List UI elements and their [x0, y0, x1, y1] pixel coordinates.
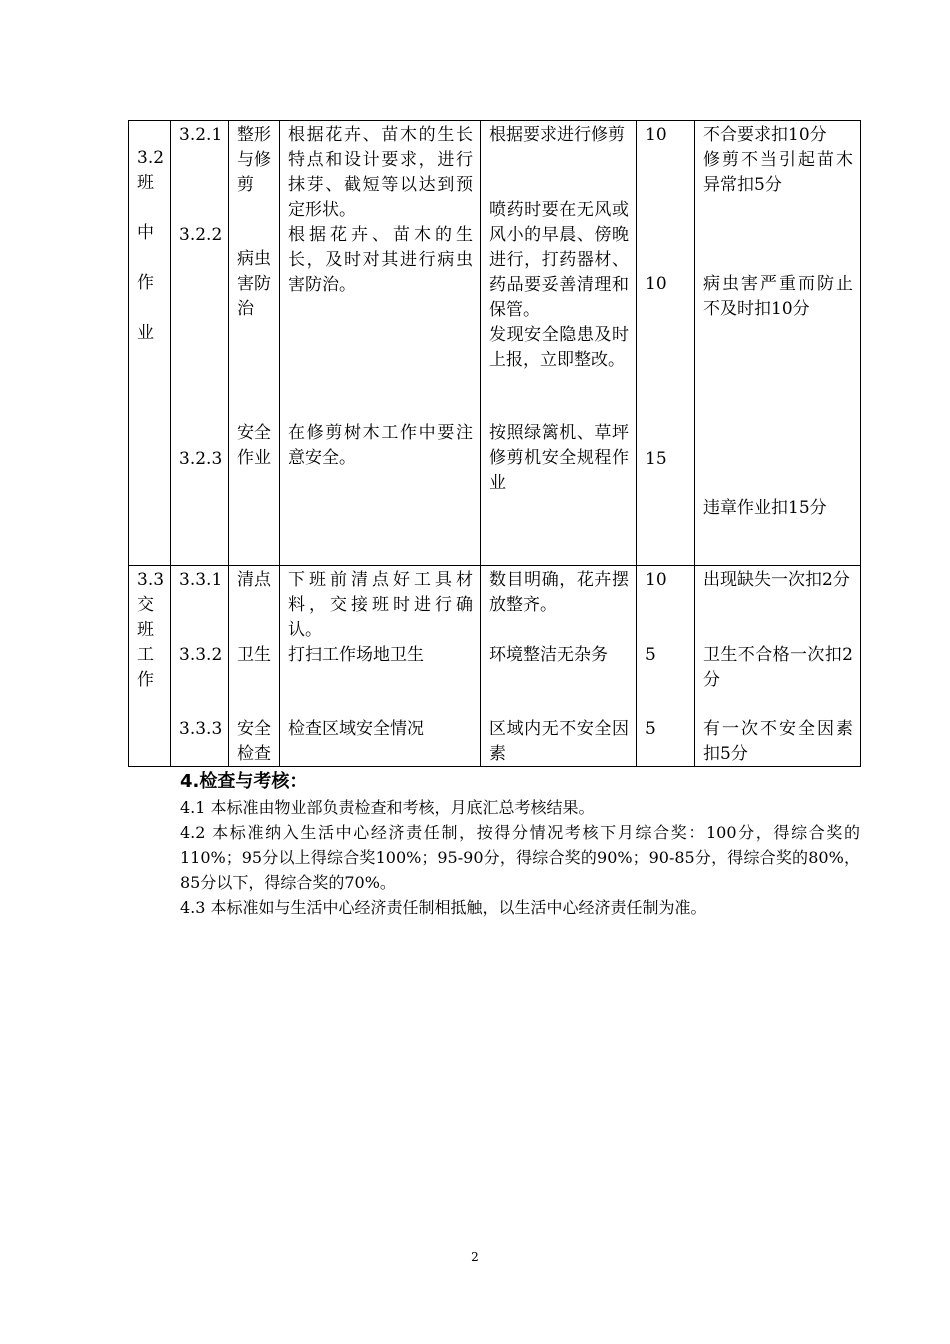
section-4-title: 4.检查与考核： — [180, 771, 308, 792]
item-desc-3-3-3: 检查区域安全情况 — [288, 719, 424, 739]
section-4-paragraph-3: 4.3 本标准如与生活中心经济责任制相抵触，以生活中心经济责任制为准。 — [180, 898, 707, 917]
item-name-3-2-3: 安全 作业 — [237, 423, 271, 468]
item-desc-3-3-2: 打扫工作场地卫生 — [288, 645, 424, 665]
item-req-3-3-1: 数目明确，花卉摆放整齐。 — [489, 570, 629, 615]
section-label-3-2: 3.2 班 中 作 业 — [137, 148, 165, 343]
item-deduct-3-2-2: 病虫害严重而防止不及时扣10分 — [703, 274, 853, 319]
item-deduct-3-3-2: 卫生不合格一次扣2分 — [703, 645, 853, 690]
table-row-section-3-3 — [129, 566, 861, 767]
item-req-3-2-3: 按照绿篱机、草坪修剪机安全规程作业 — [489, 423, 629, 493]
item-name-3-3-1: 清点 — [237, 570, 271, 590]
item-score-3-2-2: 10 — [645, 274, 667, 294]
item-req-3-3-3: 区域内无不安全因素 — [489, 719, 629, 764]
section-label-3-3: 3.3 交 班 工 作 — [137, 570, 165, 690]
item-code-3-2-2: 3.2.2 — [179, 225, 223, 245]
item-score-3-2-3: 15 — [645, 449, 667, 469]
table-row-section-3-2 — [129, 121, 861, 566]
item-name-3-3-3: 安全 检查 — [237, 719, 271, 764]
item-deduct-3-2-1: 不合要求扣10分 修剪不当引起苗木异常扣5分 — [703, 125, 853, 195]
item-code-3-3-3: 3.3.3 — [179, 719, 223, 739]
item-deduct-3-3-3: 有一次不安全因素扣5分 — [703, 719, 853, 764]
item-code-3-2-3: 3.2.3 — [179, 449, 223, 469]
item-desc-3-3-1: 下班前清点好工具材料，交接班时进行确认。 — [288, 570, 473, 640]
page-number: 2 — [471, 1250, 479, 1264]
item-name-3-3-2: 卫生 — [237, 645, 271, 665]
item-score-3-2-1: 10 — [645, 125, 667, 145]
item-code-3-3-1: 3.3.1 — [179, 570, 223, 590]
item-code-3-2-1: 3.2.1 — [179, 125, 223, 145]
item-name-3-2-1: 整形 与修 剪 — [237, 125, 271, 195]
item-deduct-3-2-3: 违章作业扣15分 — [703, 498, 827, 518]
item-name-3-2-2: 病虫 害防 治 — [237, 249, 271, 319]
item-score-3-3-3: 5 — [645, 719, 656, 739]
item-req-3-3-2: 环境整洁无杂务 — [489, 645, 608, 665]
item-score-3-3-2: 5 — [645, 645, 656, 665]
section-4-notes — [180, 768, 860, 920]
item-req-3-2-2: 喷药时要在无风或风小的早晨、傍晚进行，打药器材、药品要妥善清理和保管。 发现安全隐患及时上报，立即整改。 — [489, 200, 629, 370]
item-desc-3-2-1: 根据花卉、苗木的生长特点和设计要求，进行抹芽、截短等以达到预定形状。 — [288, 125, 473, 220]
item-desc-3-2-2: 根据花卉、苗木的生长，及时对其进行病虫害防治。 — [288, 225, 473, 295]
item-desc-3-2-3: 在修剪树木工作中要注意安全。 — [288, 423, 473, 468]
item-req-3-2-1: 根据要求进行修剪 — [489, 125, 625, 145]
section-4-paragraph-1: 4.1 本标准由物业部负责检查和考核，月底汇总考核结果。 — [180, 798, 595, 817]
item-deduct-3-3-1: 出现缺失一次扣2分 — [703, 570, 850, 590]
standard-table — [128, 120, 861, 767]
item-code-3-3-2: 3.3.2 — [179, 645, 223, 665]
item-score-3-3-1: 10 — [645, 570, 667, 590]
section-4-paragraph-2: 4.2 本标准纳入生活中心经济责任制，按得分情况考核下月综合奖：100分，得综合奖的110%；95分以上得综合奖100%；95-90分，得综合奖的90%；90-85分，得综合奖的80%，85分以下，得综合奖的70%。 — [180, 823, 860, 892]
